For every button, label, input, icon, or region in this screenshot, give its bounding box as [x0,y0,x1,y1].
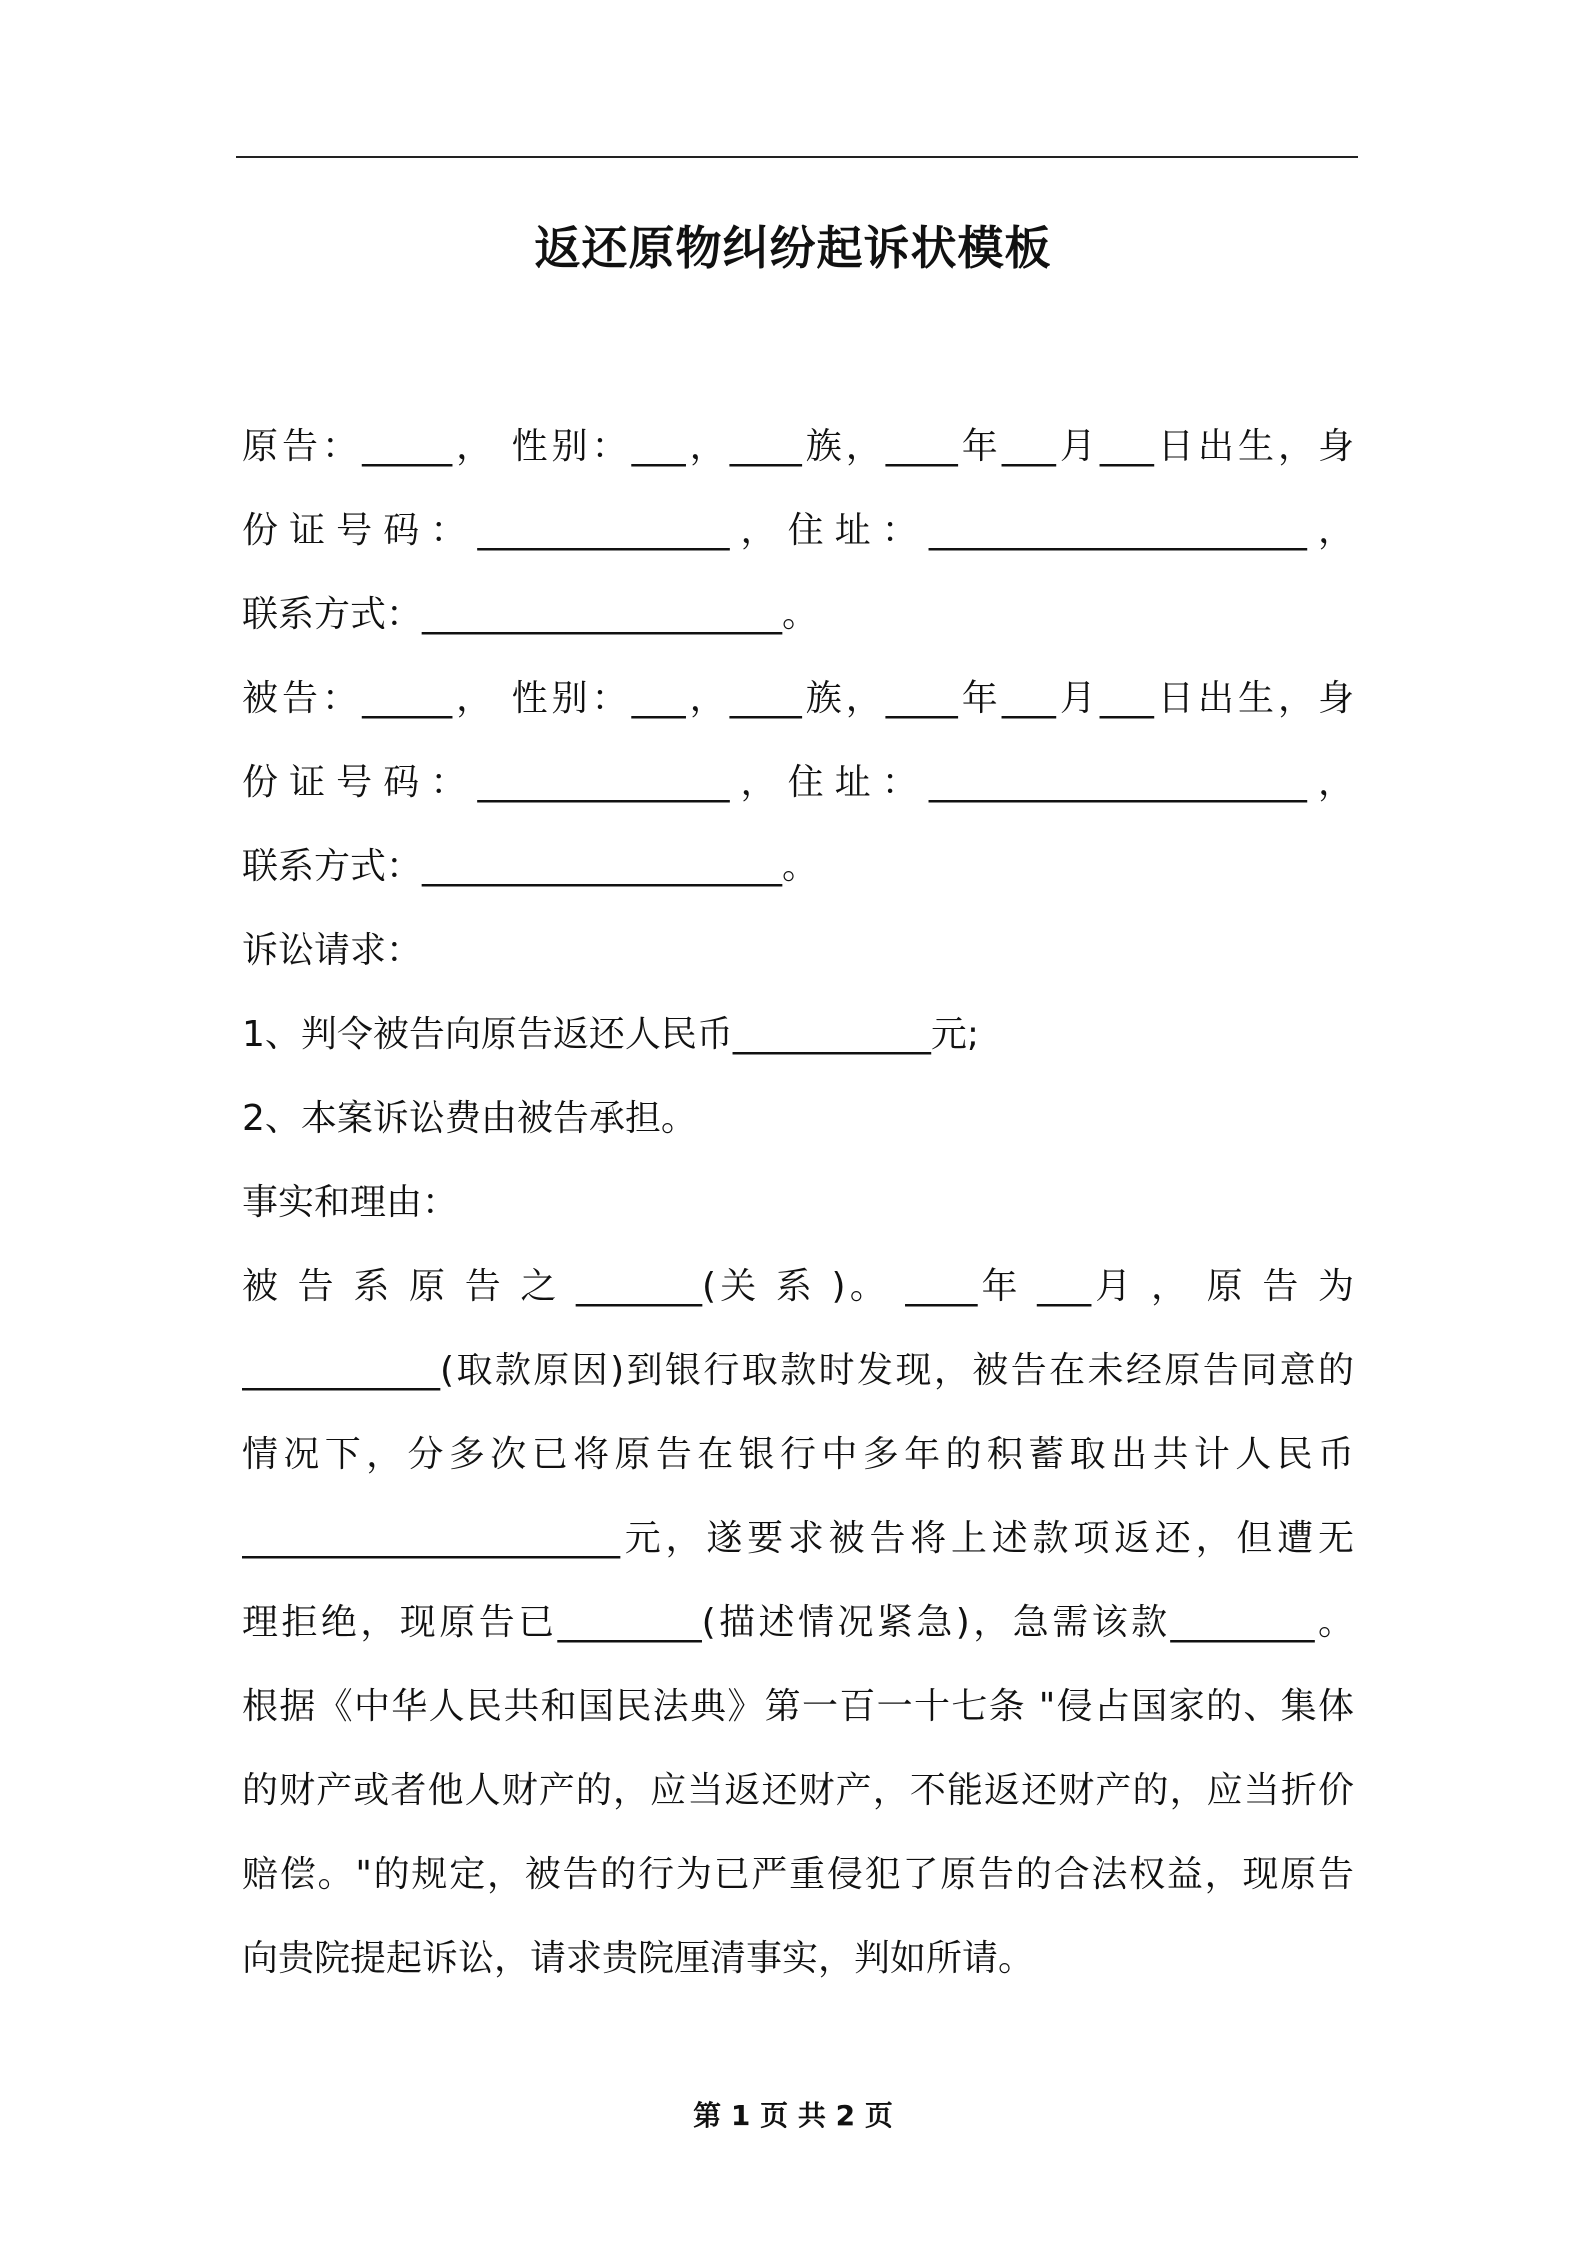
facts-line-7: 的财产或者他人财产的，应当返还财产，不能返还财产的，应当折价 [242,1770,1354,1811]
document-title: 返还原物纠纷起诉状模板 [534,221,1052,275]
facts-heading: 事实和理由： [242,1182,459,1223]
claim-item-1: 1、判令被告向原告返还人民币___________元; [242,1014,980,1055]
defendant-line-2: 份证号码：______________，住址：_____________________， [242,762,1354,803]
plaintiff-line-2: 份证号码：______________，住址：_____________________， [242,510,1354,551]
plaintiff-line-1: 原告：_____， 性别：___，____族，____年___月___日出生，身 [242,426,1354,467]
claims-heading: 诉讼请求： [242,930,423,971]
facts-line-3: 情况下，分多次已将原告在银行中多年的积蓄取出共计人民币 [242,1434,1354,1475]
document-body [242,405,1354,2001]
facts-line-8: 赔偿。"的规定，被告的行为已严重侵犯了原告的合法权益，现原告 [242,1854,1354,1895]
claim-item-2: 2、本案诉讼费由被告承担。 [242,1098,697,1139]
facts-line-6: 根据《中华人民共和国民法典》第一百一十七条 "侵占国家的、集体 [242,1686,1354,1727]
facts-line-9: 向贵院提起诉讼，请求贵院厘清事实，判如所请。 [242,1938,1035,1979]
defendant-line-3: 联系方式：____________________。 [242,846,819,887]
plaintiff-line-3: 联系方式：____________________。 [242,594,819,635]
facts-line-2: ___________(取款原因)到银行取款时发现，被告在未经原告同意的 [242,1350,1354,1391]
page-footer: 第 1 页 共 2 页 [693,2099,893,2132]
defendant-line-1: 被告：_____， 性别：___，____族，____年___月___日出生，身 [242,678,1354,719]
facts-line-1: 被 告 系 原 告 之 _______(关 系 )。 ____年 ___月 ， 原 告 为 [242,1266,1354,1307]
facts-line-5: 理拒绝，现原告已________(描述情况紧急)，急需该款________。 [242,1602,1354,1643]
header-rule [236,156,1358,158]
facts-line-4: _____________________元，遂要求被告将上述款项返还，但遭无 [242,1518,1354,1559]
